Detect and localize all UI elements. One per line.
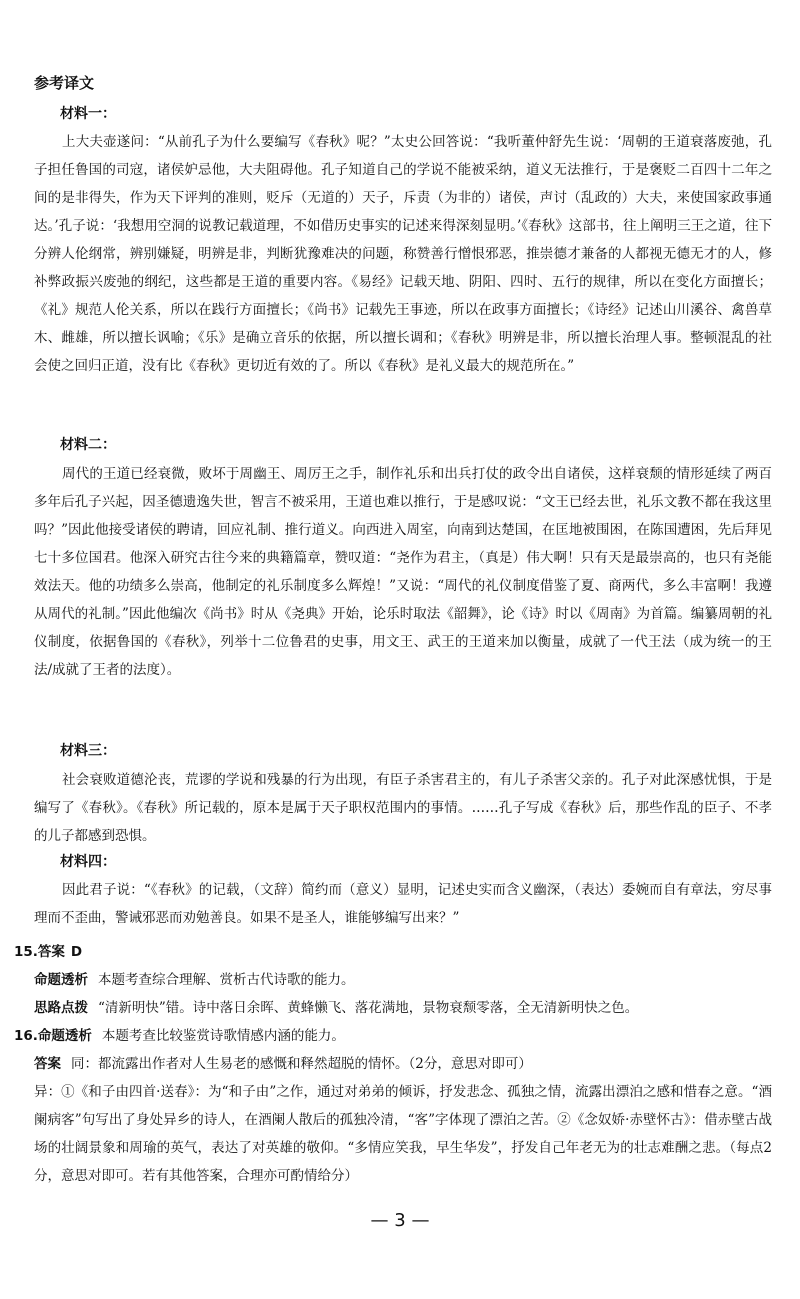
q15-answer-label: 答案 (37, 944, 65, 960)
material-label-3: 材料三： (60, 743, 116, 759)
q15-number: 15. (14, 944, 38, 960)
material-text-4: 因此君子说：“《春秋》的记载，（文辞）简约而（意义）显明，记述史实而含义幽深，（表达）委婉而自有章法，穷尽事理而不歪曲，警诫邪恶而劝勉善良。如果不是圣人，谁能够编写出来？” (34, 882, 772, 926)
material-label-2: 材料二： (60, 437, 116, 453)
q15-analysis-label: 命题透析 (34, 972, 88, 988)
q15-answer-value: D (70, 944, 83, 960)
page-number: — 3 — (370, 1210, 430, 1231)
q15-analysis-line (34, 966, 772, 994)
q16-number: 16. (14, 1028, 38, 1044)
material-text-2: 周代的王道已经衰微，败坏于周幽王、周厉王之手，制作礼乐和出兵打仗的政令出自诸侯，这样衰颓的情形延续了两百多年后孔子兴起，因圣德遗逸失世，智言不被采用，王道也难以推行，于是感叹说：“文王已经去世，礼乐文教不都在我这里吗？”因此他接受诸侯的聘请，回应礼制、推行道义。向西进入周室，向南到达楚国，在匡地被围困，在陈国遭困，先后拜见七十多位国君。他深入研究古往今来的典籍篇章，赞叹道：“尧作为君主，（真是）伟大啊！只有天是最崇高的，也只有尧能效法天。他的功绩多么崇高，他制定的礼乐制度多么辉煌！”又说：“周代的礼仪制度借鉴了夏、商两代，多么丰富啊！我遵从周代的礼制。”因此他编次《尚书》时从《尧典》开始，论乐时取法《韶舞》，论《诗》时以《周南》为首篇。编纂周朝的礼仪制度，依据鲁国的《春秋》，列举十二位鲁君的史事，用文王、武王的王道来加以衡量，成就了一代王法（成为统一的王法/成就了王者的法度）。 (34, 466, 772, 678)
q16-analysis-text: 本题考查比较鉴赏诗歌情感内涵的能力。 (101, 1028, 345, 1044)
material-text-3: 社会衰败道德沦丧，荒谬的学说和残暴的行为出现，有臣子杀害君主的，有儿子杀害父亲的。孔子对此深感忧惧，于是编写了《春秋》。《春秋》所记载的，原本是属于天子职权范围内的事情。……孔子写成《春秋》后，那些作乱的臣子、不孝的儿子都感到恐惧。 (34, 772, 772, 844)
q15-hint-label: 思路点拨 (34, 1000, 88, 1016)
q15-answer-line (14, 938, 752, 966)
section-heading: 参考译文 (34, 74, 95, 92)
q15-hint-text: “清新明快”错。诗中落日余晖、黄蜂懒飞、落花满地，景物衰颓零落，全无清新明快之色。 (98, 1000, 639, 1016)
material-label-1: 材料一： (60, 106, 116, 122)
q16-analysis-line (14, 1022, 752, 1050)
q16-same-text: 同：都流露出作者对人生易老的感慨和释然超脱的情怀。（2分，意思对即可） (71, 1056, 532, 1072)
q15-analysis-text: 本题考查综合理解、赏析古代诗歌的能力。 (98, 972, 355, 988)
q15-hint-line (34, 994, 772, 1022)
q16-answer-label: 答案 (34, 1056, 61, 1072)
material-label-4: 材料四： (60, 854, 116, 870)
material-text-1: 上大夫壶遂问：“从前孔子为什么要编写《春秋》呢？”太史公回答说：“我听董仲舒先生说：‘周朝的王道衰落废弛，孔子担任鲁国的司寇，诸侯妒忌他，大夫阻碍他。孔子知道自己的学说不能被采纳，道义无法推行，于是褒贬二百四十二年之间的是非得失，作为天下评判的准则，贬斥（无道的）天子，斥责（为非的）诸侯，声讨（乱政的）大夫，来使国家政事通达。’孔子说：‘我想用空洞的说教记载道理，不如借历史事实的记述来得深刻显明。’《春秋》这部书，往上阐明三王之道，往下分辨人伦纲常，辨别嫌疑，明辨是非，判断犹豫难决的问题，称赞善行憎恨邪恶，推崇德才兼备的人都视无德无才的人，修补弊政振兴废弛的纲纪，这些都是王道的重要内容。《易经》记载天地、阴阳、四时、五行的规律，所以在变化方面擅长；《礼》规范人伦关系，所以在践行方面擅长；《尚书》记载先王事迹，所以在政事方面擅长；《诗经》记述山川溪谷、禽兽草木、雌雄，所以擅长讽喻；《乐》是确立音乐的依据，所以擅长调和；《春秋》明辨是非，所以擅长治理人事。整顿混乱的社会使之回归正道，没有比《春秋》更切近有效的了。所以《春秋》是礼义最大的规范所在。” (34, 134, 772, 374)
q16-analysis-label: 命题透析 (37, 1028, 92, 1044)
q16-same-line (34, 1050, 772, 1078)
q16-diff-text: 异：①《和子由四首·送春》：为“和子由”之作，通过对弟弟的倾诉，抒发悲念、孤独之情，流露出漂泊之感和惜春之意。“酒阑病客”句写出了身处异乡的诗人，在酒阑人散后的孤独冷清，“客”字体现了漂泊之苦。②《念奴娇·赤壁怀古》：借赤壁古战场的壮阔景象和周瑜的英气，表达了对英雄的敬仰。“多情应笑我，早生华发”，抒发自己年老无为的壮志难酬之悲。（每点2分，意思对即可。若有其他答案，合理亦可酌情给分） (34, 1084, 772, 1184)
